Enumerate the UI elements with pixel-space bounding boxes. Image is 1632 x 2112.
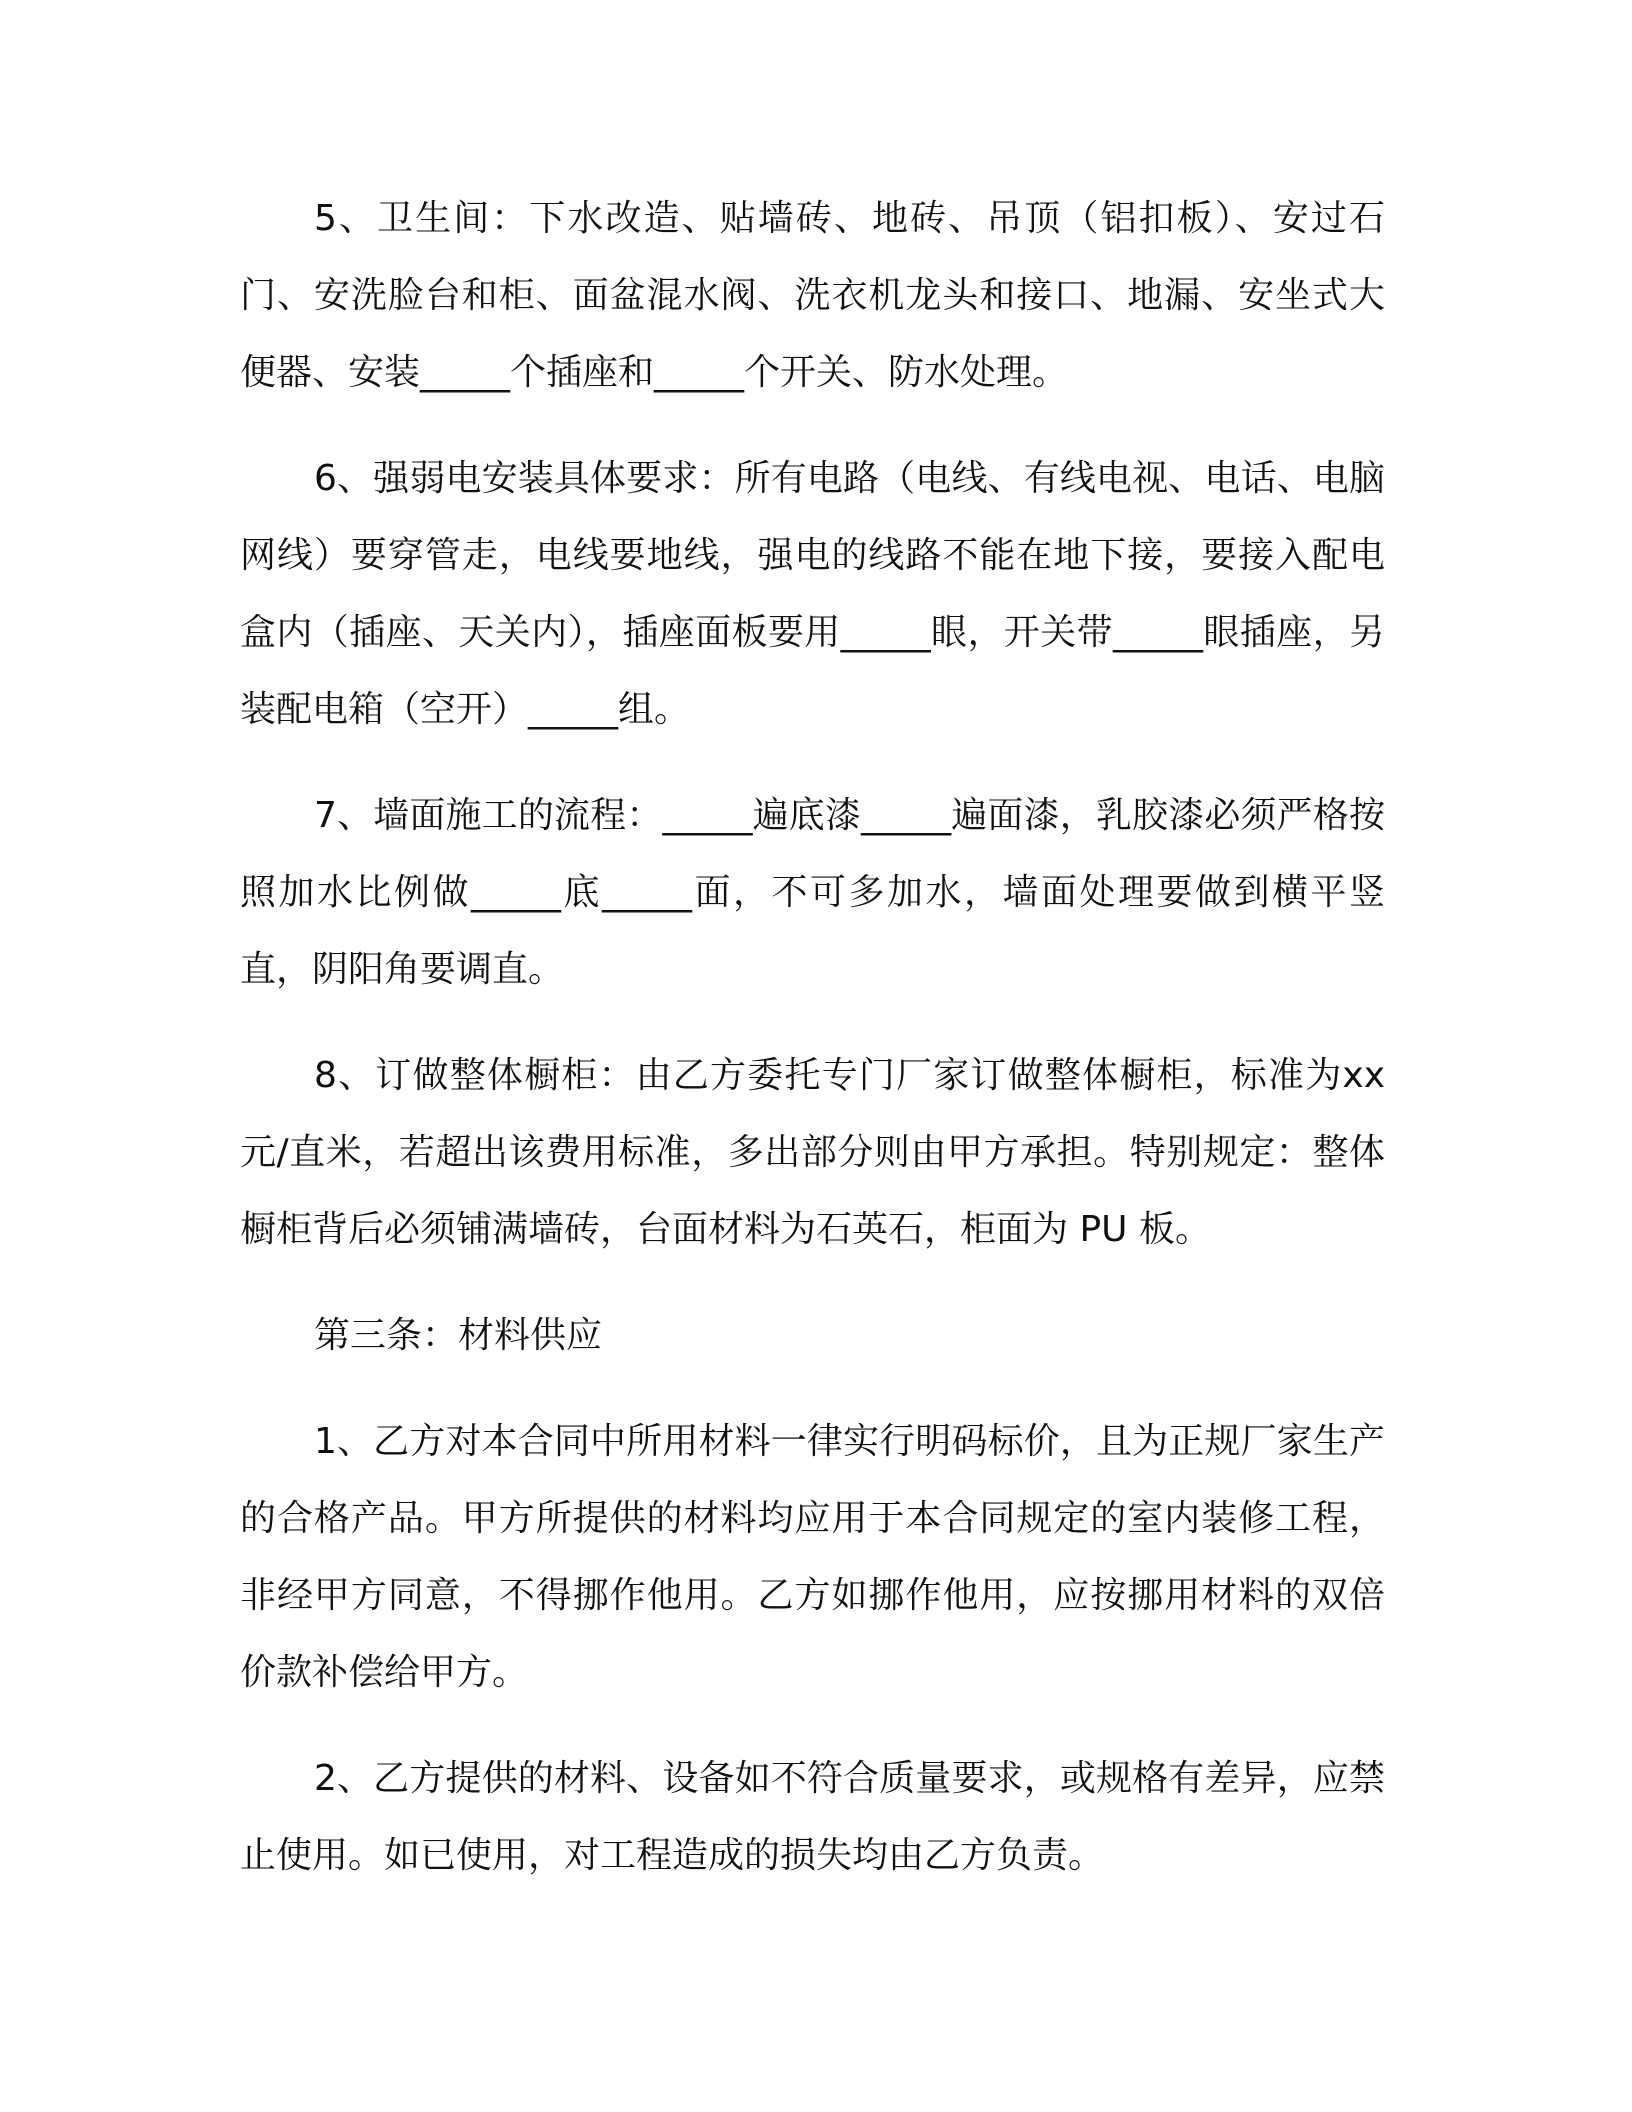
document-body bbox=[240, 180, 1385, 1923]
paragraph-wall-painting: 7、墙面施工的流程：_____遍底漆_____遍面漆，乳胶漆必须严格按照加水比例做_____底_____面，不可多加水，墙面处理要做到横平竖直，阴阳角要调直。 bbox=[240, 795, 1385, 990]
paragraph-bathroom: 5、卫生间：下水改造、贴墙砖、地砖、吊顶（铝扣板）、安过石门、安洗脸台和柜、面盆混水阀、洗衣机龙头和接口、地漏、安坐式大便器、安装_____个插座和_____个开关、防水处理。 bbox=[240, 198, 1385, 393]
paragraph-material-quality: 2、乙方提供的材料、设备如不符合质量要求，或规格有差异，应禁止使用。如已使用，对工程造成的损失均由乙方负责。 bbox=[240, 1758, 1385, 1876]
paragraph-electrical: 6、强弱电安装具体要求：所有电路（电线、有线电视、电话、电脑网线）要穿管走，电线要地线，强电的线路不能在地下接，要接入配电盒内（插座、天关内），插座面板要用_____眼，开关带_____眼插座，另装配电箱（空开）_____组。 bbox=[240, 458, 1385, 730]
paragraph-material-pricing: 1、乙方对本合同中所用材料一律实行明码标价，且为正规厂家生产的合格产品。甲方所提供的材料均应用于本合同规定的室内装修工程，非经甲方同意，不得挪作他用。乙方如挪作他用，应按挪用材料的双倍价款补偿给甲方。 bbox=[240, 1421, 1385, 1693]
paragraph-cabinets: 8、订做整体橱柜：由乙方委托专门厂家订做整体橱柜，标准为xx 元/直米，若超出该费用标准，多出部分则由甲方承担。特别规定：整体橱柜背后必须铺满墙砖，台面材料为石英石，柜面为 PU 板。 bbox=[240, 1055, 1385, 1250]
section-heading-material-supply: 第三条：材料供应 bbox=[314, 1315, 603, 1356]
